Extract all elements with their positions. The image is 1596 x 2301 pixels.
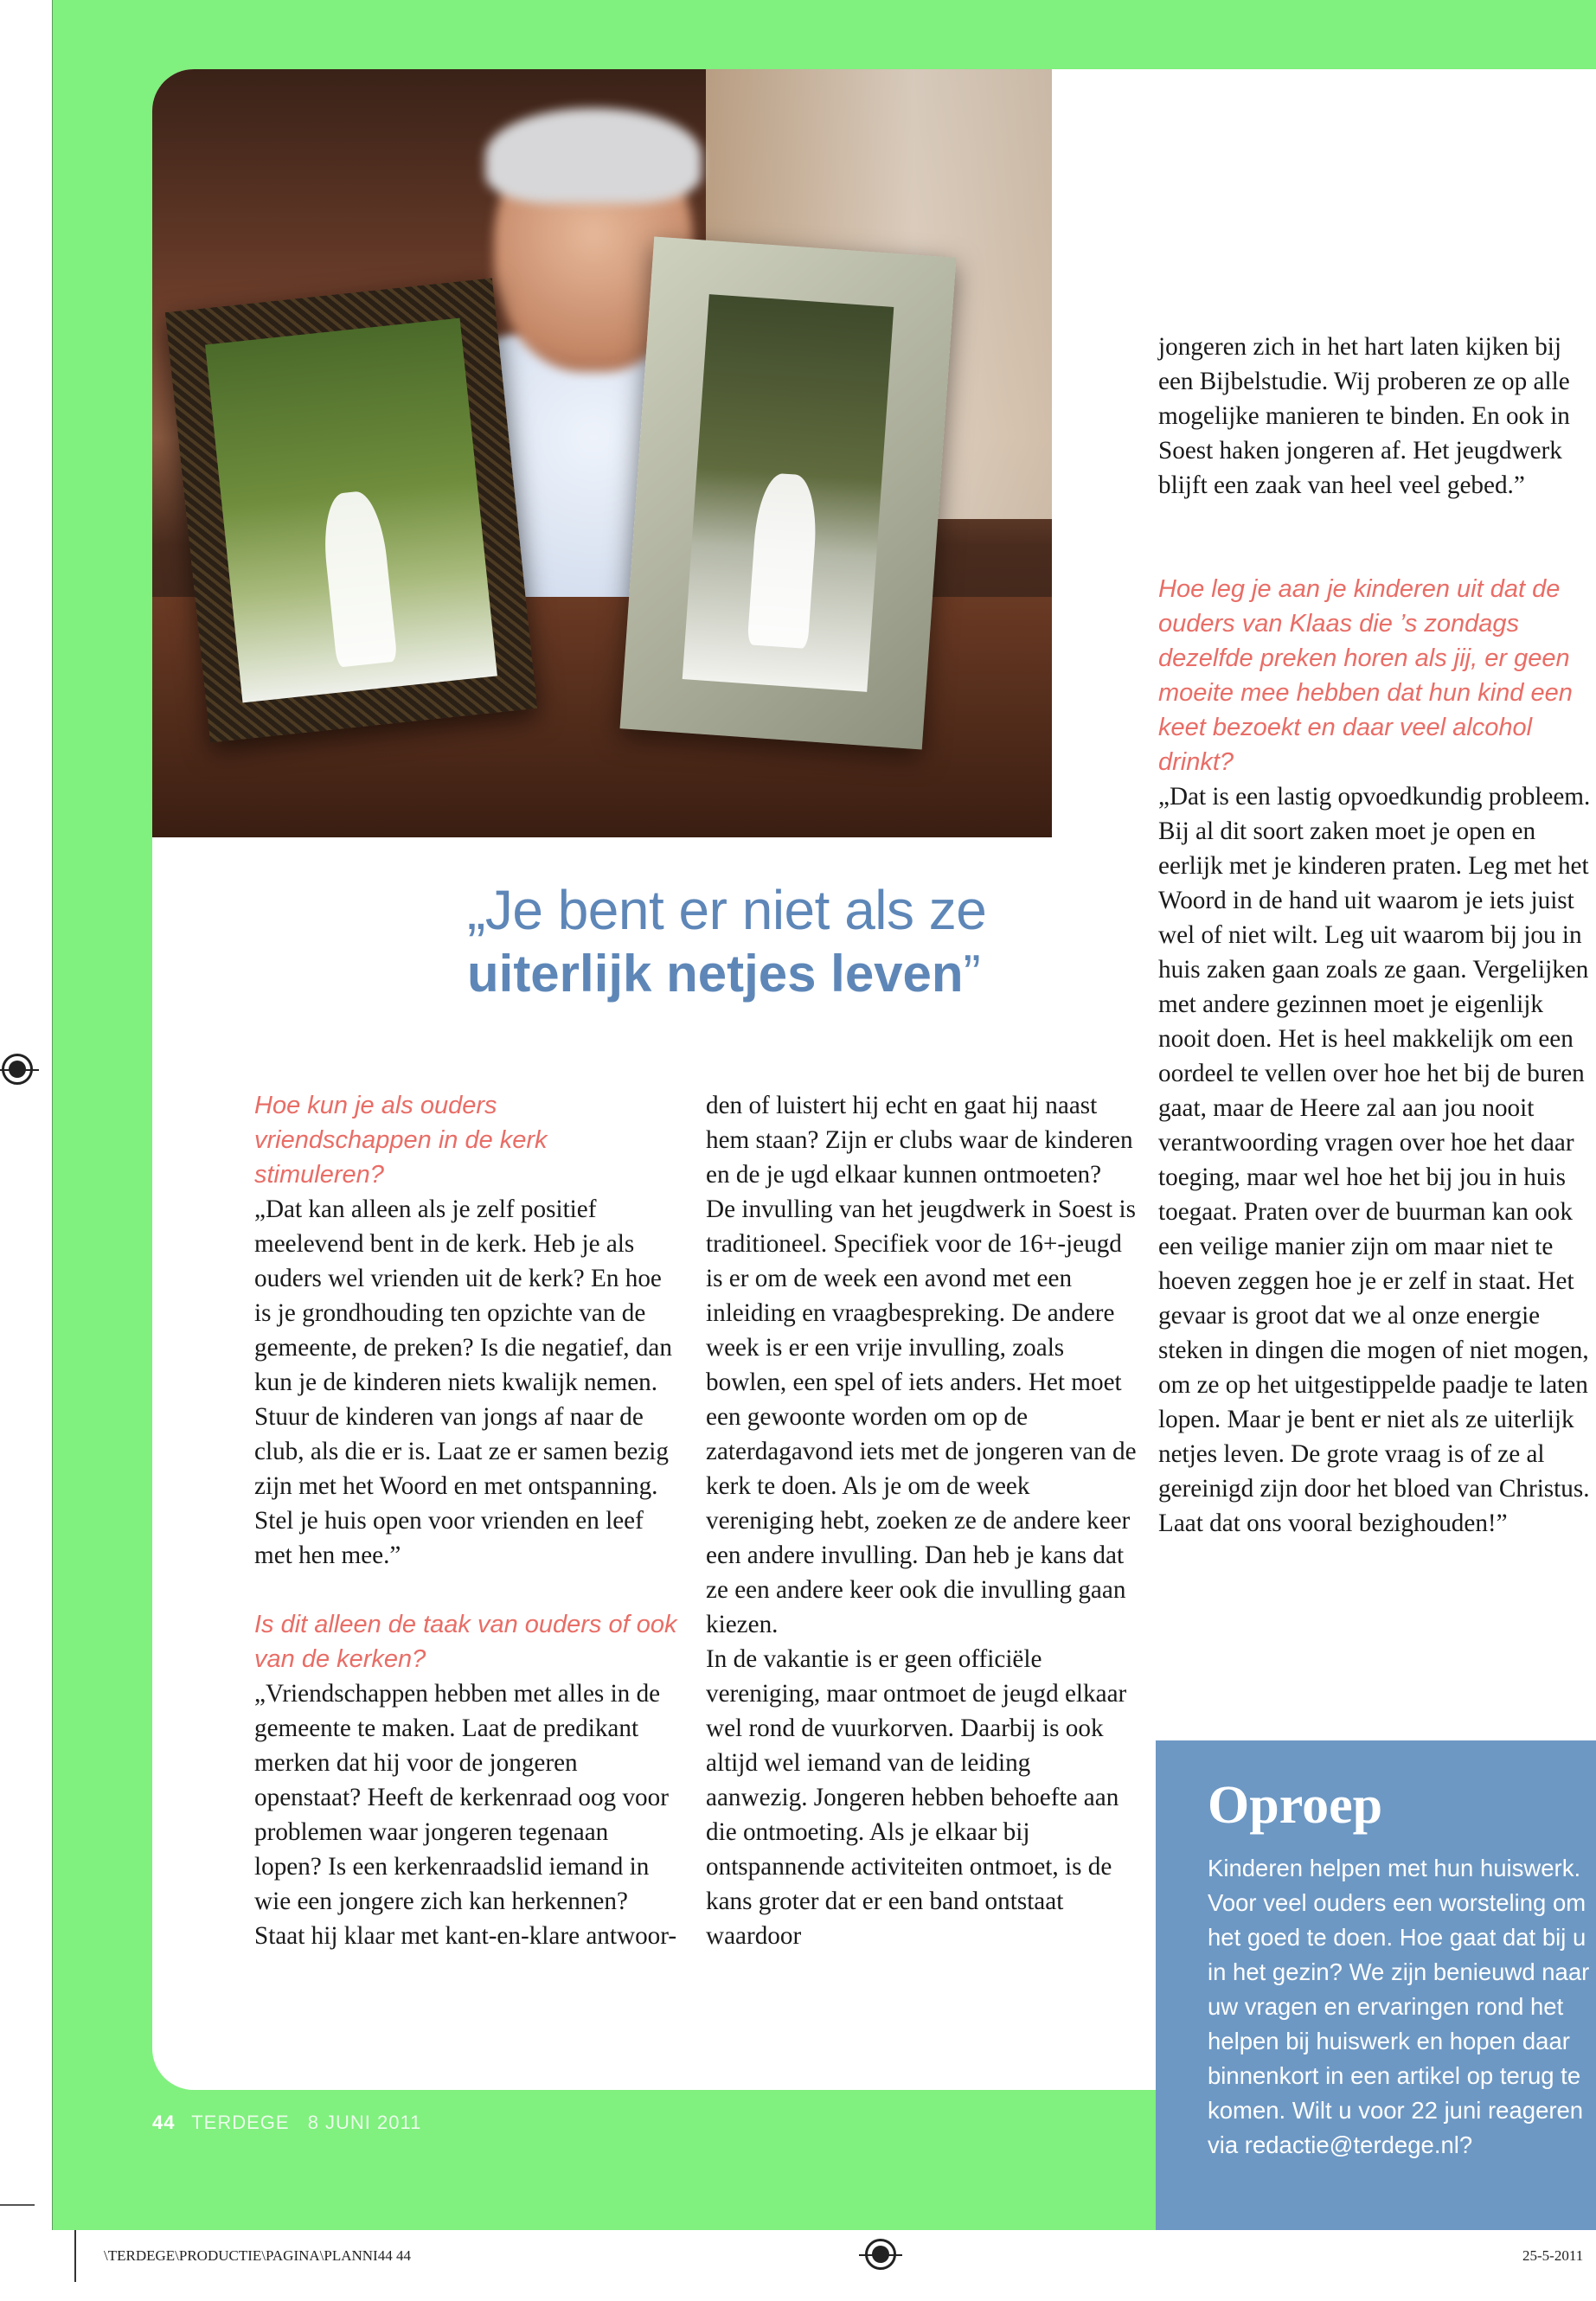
photo-frame-light (620, 236, 957, 749)
question-2: Is dit alleen de taak van ouders of ook van de kerken? (254, 1611, 677, 1673)
photo-frame-dark (165, 279, 537, 743)
page-number: 44 (152, 2112, 176, 2133)
column-1 (254, 1088, 678, 1953)
headline-line-2 (467, 946, 1073, 1001)
registration-mark-icon (865, 2239, 896, 2270)
page-folio (152, 2112, 421, 2134)
article-photo (152, 69, 1052, 837)
page-edge-rule (52, 0, 53, 2230)
issue-date: 8 JUNI 2011 (307, 2112, 422, 2133)
crop-mark (0, 2204, 35, 2206)
headline-close-quote: ” (963, 945, 981, 1003)
slug-file-path: \TERDEGE\PRODUCTIE\PAGINA\PLANNI44 44 (104, 2247, 411, 2264)
column-3 (1158, 572, 1591, 1541)
wedding-picture-right (683, 294, 894, 692)
slug-date: 25-5-2011 (1522, 2247, 1584, 2264)
paragraph: Stuur de kinderen van jongs af naar de club, als die er is. Laat ze er samen bezig zijn met het Woord en met ontspanning. Stel je huis open voor vrienden en leef met hen mee.” (254, 1403, 669, 1569)
headline-line-1: „Je bent er niet als ze (467, 879, 987, 941)
paragraph: „Dat kan alleen als je zelf positief meelevend bent in de kerk. Heb je als ouders wel vrienden uit de kerk? En hoe is je grondhouding ten opzichte van de gemeente, de preken? Is die negatief, dan kun je de kinderen niets kwalijk nemen. (254, 1195, 672, 1396)
photo-person-hair (485, 108, 702, 203)
column-3-top (1158, 330, 1591, 503)
paragraph: „Vriendschappen hebben met alles in de gemeente te maken. Laat de predikant merken dat hij voor de jongeren openstaat? Heeft de kerkenraad oog voor problemen waar jongeren tegenaan lopen? Is een kerkenraadslid iemand in wie een jongere zich kan herkennen? Staat hij klaar met kant-en-klare antwoor- (254, 1680, 677, 1950)
column-2 (706, 1088, 1138, 1953)
article-headline (467, 879, 1073, 1003)
registration-mark-icon (2, 1054, 33, 1085)
oproep-text: Kinderen helpen met hun huiswerk. Voor veel ouders een worsteling om het goed te doen. Hoe gaat dat bij u in het gezin? We zijn benieuwd naar uw vragen en ervaringen rond het helpen bij huiswerk en hopen daar binnenkort in een artikel op terug te komen. Wilt u voor 22 juni reageren via redactie@terdege.nl? (1208, 1855, 1590, 2158)
paragraph: De invulling van het jeugdwerk in Soest is traditioneel. Specifiek voor de 16+-jeugd is er om de week een avond met een inleiding en vraagbespreking. De andere week is er een vrije invulling, zoals bowlen, een spel of iets anders. Het moet een gewoonte worden om op de zaterdagavond iets met de jongeren van de kerk te doen. Als je om de week vereniging hebt, zoeken ze de andere keer een andere invulling. Dan heb je kans dat ze een andere keer ook die invulling gaan kiezen. (706, 1195, 1137, 1638)
crop-mark-vertical (74, 2230, 76, 2282)
paragraph: den of luistert hij echt en gaat hij naast hem staan? Zijn er clubs waar de kinderen en de je ugd elkaar kunnen ontmoeten? (706, 1092, 1133, 1189)
question-1: Hoe kun je als ouders vriendschappen in de kerk stimuleren? (254, 1092, 548, 1189)
publication-name: TERDEGE (191, 2112, 290, 2133)
paragraph: jongeren zich in het hart laten kijken bij een Bijbelstudie. Wij proberen ze op alle mogelijke manieren te binden. En ook in Soest haken jongeren af. Het jeugdwerk blijft een zaak van heel veel gebed.” (1158, 333, 1570, 499)
question-3: Hoe leg je aan je kinderen uit dat de ouders van Klaas die ’s zondags dezelfde preken horen als jij, er geen moeite mee hebben dat hun kind een keet bezoekt en daar veel alcohol drinkt? (1158, 575, 1573, 776)
paragraph: In de vakantie is er geen officiële vereniging, maar ontmoet de jeugd elkaar wel rond de vuurkorven. Daarbij is ook altijd wel iemand van de leiding aanwezig. Jongeren hebben behoefte aan die ontmoeting. Als je elkaar bij ontspannende activiteiten ontmoet, is de kans groter dat er een band ontstaat waardoor (706, 1645, 1127, 1950)
headline-line-2-text: uiterlijk netjes leven (467, 945, 964, 1003)
wedding-picture-left (205, 318, 497, 703)
paragraph: „Dat is een lastig opvoedkundig probleem. Bij al dit soort zaken moet je open en eerlijk met je kinderen praten. Leg met het Woord in de hand uit waarom je iets juist wel of niet wilt. Leg uit waarom bij jou in huis zaken gaan zoals ze gaan. Vergelijken met andere gezinnen moet je eigenlijk nooit doen. Het is heel makkelijk om een oordeel te vellen over hoe het bij de buren gaat, maar de Heere zal aan jou nooit verantwoording vragen over hoe het daar toeging, maar wel hoe het bij jou in huis toegaat. Praten over de buurman kan ook een veilige manier zijn om maar niet te hoeven zeggen hoe je er zelf in staat. Het gevaar is groot dat we al onze energie steken in dingen die mogen of niet mogen, om ze op het uitgestippelde paadje te laten lopen. Maar je bent er niet als ze uiterlijk netjes leven. De grote vraag is of ze al gereinigd zijn door het bloed van Christus. Laat dat ons vooral bezighouden!” (1158, 783, 1591, 1537)
oproep-box (1156, 1740, 1596, 2230)
oproep-title: Oproep (1208, 1776, 1383, 1835)
